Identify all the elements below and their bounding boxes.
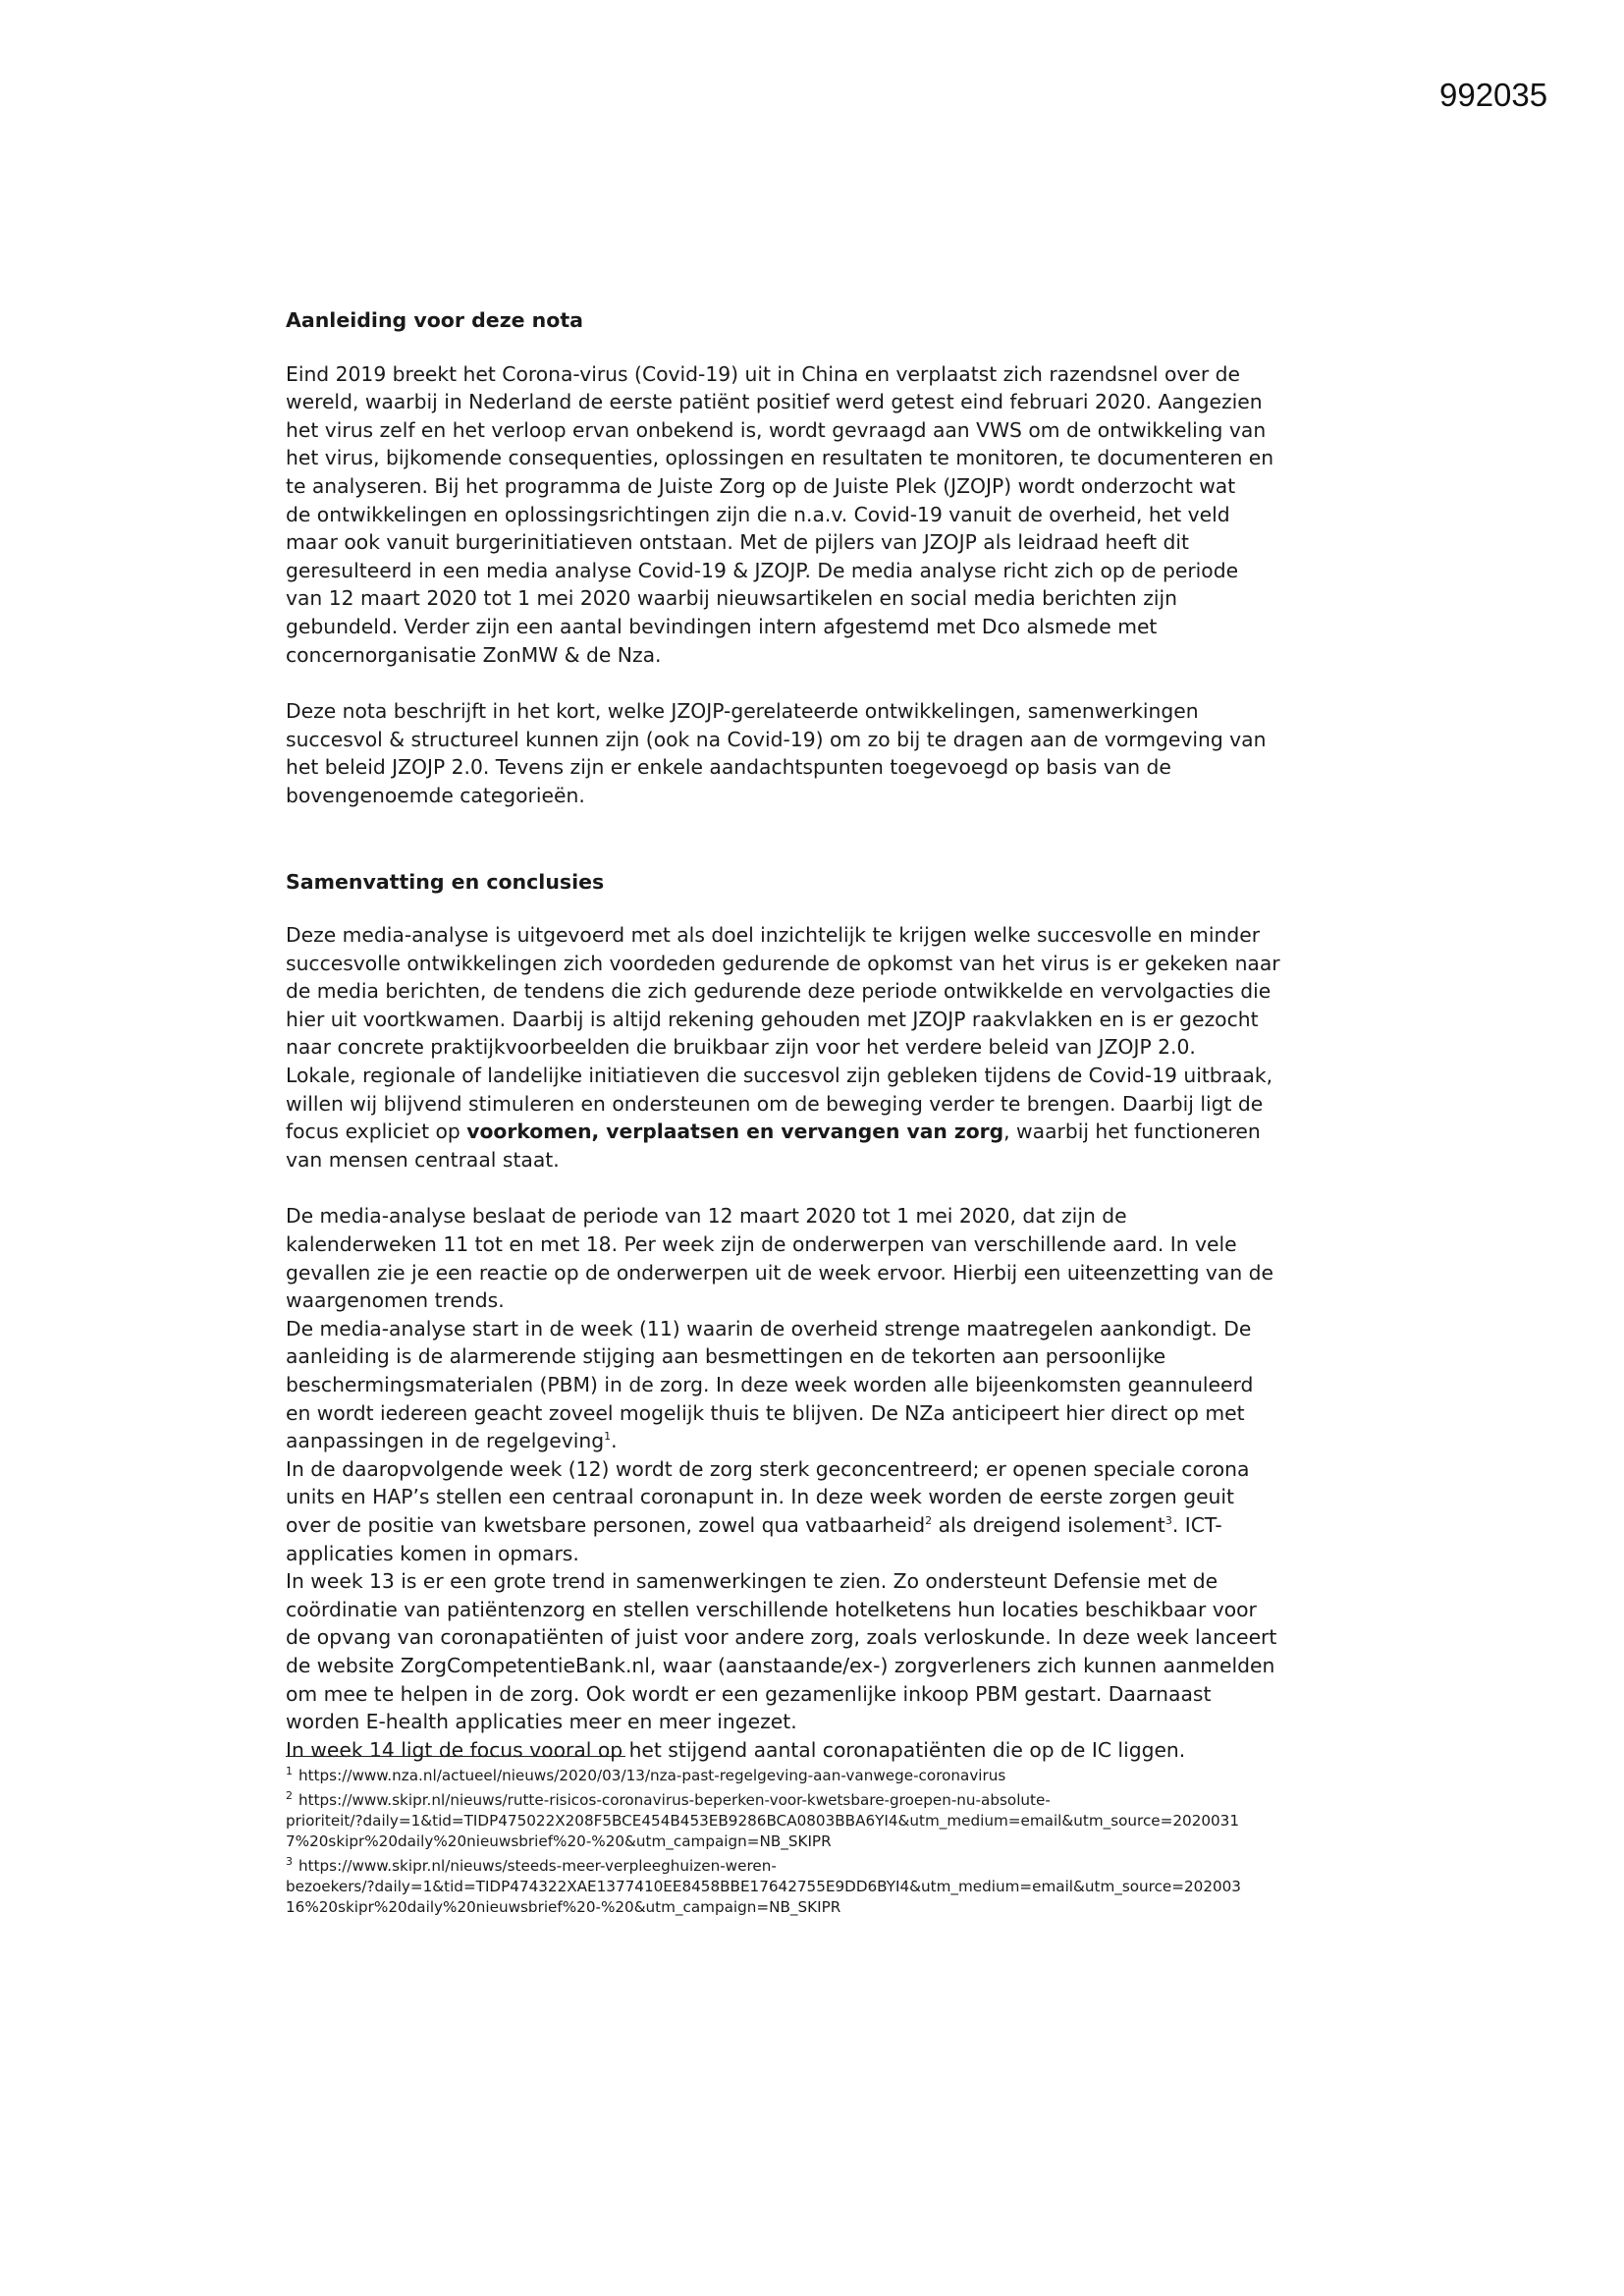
- text-line: gebundeld. Verder zijn een aantal bevindingen intern afgestemd met Dco alsmede met: [286, 614, 1158, 638]
- text-line: van mensen centraal staat.: [286, 1147, 560, 1172]
- paragraph-samenvatting-2: [286, 1202, 1366, 1764]
- text-line: Eind 2019 breekt het Corona-virus (Covid-19) uit in China en verplaatst zich razendsnel over de: [286, 361, 1240, 386]
- footnote-link[interactable]: prioriteit/?daily=1&tid=TIDP475022X208F5BCE454B453EB9286BCA0803BBA6YI4&utm_medium=email&utm_source=2020031: [286, 1812, 1240, 1830]
- text-line: hier uit voortkwamen. Daarbij is altijd rekening gehouden met JZOJP raakvlakken en is er gezocht: [286, 1007, 1259, 1031]
- footnote-link[interactable]: https://www.nza.nl/actueel/nieuws/2020/03/13/nza-past-regelgeving-aan-vanwege-coronavirus: [298, 1767, 1006, 1784]
- paragraph-samenvatting-1: [286, 921, 1366, 1174]
- footnote-link[interactable]: 7%20skipr%20daily%20nieuwsbrief%20-%20&utm_campaign=NB_SKIPR: [286, 1832, 832, 1850]
- text-line: [286, 1118, 1366, 1146]
- text-line: Deze nota beschrijft in het kort, welke JZOJP-gerelateerde ontwikkelingen, samenwerkingen: [286, 699, 1199, 724]
- text-line: concernorganisatie ZonMW & de Nza.: [286, 642, 662, 667]
- text-line: wereld, waarbij in Nederland de eerste patiënt positief werd getest eind februari 2020. Aangezien: [286, 390, 1263, 414]
- page-body: [286, 306, 1366, 1764]
- text-run: focus expliciet op: [286, 1120, 467, 1144]
- text-line: Deze media-analyse is uitgevoerd met als doel inzichtelijk te krijgen welke succesvolle en minder: [286, 923, 1261, 948]
- footnote-link[interactable]: 16%20skipr%20daily%20nieuwsbrief%20-%20&utm_campaign=NB_SKIPR: [286, 1898, 841, 1916]
- text-line: het virus, bijkomende consequenties, oplossingen en resultaten te monitoren, te documenteren en: [286, 446, 1274, 470]
- heading-samenvatting: Samenvatting en conclusies: [286, 869, 605, 894]
- footnote-number: 3: [286, 1854, 293, 1868]
- text-line: waargenomen trends.: [286, 1288, 505, 1313]
- footnote-link[interactable]: https://www.skipr.nl/nieuws/rutte-risicos-coronavirus-beperken-voor-kwetsbare-groepen-nu-absolute-: [298, 1791, 1051, 1809]
- footnote-1: [286, 1766, 1366, 1786]
- text-line: In week 14 ligt de focus vooral op het stijgend aantal coronapatiënten die op de IC liggen.: [286, 1737, 1186, 1762]
- footnote-2: [286, 1790, 1366, 1852]
- paragraph-aanleiding-1: [286, 360, 1366, 670]
- text-line: succesvol & structureel kunnen zijn (ook na Covid-19) om zo bij te dragen aan de vormgeving van: [286, 727, 1267, 751]
- text-line: In week 13 is er een grote trend in samenwerkingen te zien. Zo ondersteunt Defensie met de: [286, 1569, 1218, 1594]
- emphasis-text: voorkomen, verplaatsen en vervangen van zorg: [466, 1120, 1004, 1144]
- text-line: de website ZorgCompetentieBank.nl, waar (aanstaande/ex-) zorgverleners zich kunnen aanmelden: [286, 1653, 1275, 1677]
- text-run: .: [611, 1429, 618, 1453]
- text-line: aanleiding is de alarmerende stijging aan besmettingen en de tekorten aan persoonlijke: [286, 1344, 1166, 1369]
- text-run: aanpassingen in de regelgeving: [286, 1429, 605, 1453]
- footnote-number: 2: [286, 1788, 293, 1802]
- footnote-separator: [286, 1756, 625, 1757]
- text-run: als dreigend isolement: [932, 1512, 1165, 1537]
- text-line: willen wij blijvend stimuleren en ondersteunen om de beweging verder te brengen. Daarbij ligt de: [286, 1091, 1264, 1116]
- text-line: beschermingsmaterialen (PBM) in de zorg. In deze week worden alle bijeenkomsten geannuleerd: [286, 1373, 1254, 1396]
- text-line: gevallen zie je een reactie op de onderwerpen uit de week ervoor. Hierbij een uiteenzetting van de: [286, 1260, 1273, 1285]
- text-line: te analyseren. Bij het programma de Juiste Zorg op de Juiste Plek (JZOJP) wordt onderzocht wat: [286, 473, 1236, 498]
- text-line: de media berichten, de tendens die zich gedurende deze periode ontwikkelde en vervolgacties die: [286, 979, 1272, 1004]
- text-line: applicaties komen in opmars.: [286, 1541, 579, 1565]
- text-line: geresulteerd in een media analyse Covid-19 & JZOJP. De media analyse richt zich op de periode: [286, 558, 1239, 582]
- text-line: om mee te helpen in de zorg. Ook wordt er een gezamenlijke inkoop PBM gestart. Daarnaast: [286, 1681, 1212, 1706]
- text-line: het virus zelf en het verloop ervan onbekend is, wordt gevraagd aan VWS om de ontwikkeling van: [286, 417, 1267, 442]
- footnote-ref-2[interactable]: 2: [925, 1514, 933, 1528]
- text-line: en wordt iedereen geacht zoveel mogelijk thuis te blijven. De NZa anticipeert hier direct op met: [286, 1400, 1245, 1425]
- text-line: het beleid JZOJP 2.0. Tevens zijn er enkele aandachtspunten toegevoegd op basis van de: [286, 755, 1171, 780]
- text-line: succesvolle ontwikkelingen zich voordeden gedurende de opkomst van het virus is er gekeken naar: [286, 951, 1280, 975]
- text-line: naar concrete praktijkvoorbeelden die bruikbaar zijn voor het verdere beleid van JZOJP 2.0.: [286, 1035, 1196, 1060]
- footnote-link[interactable]: https://www.skipr.nl/nieuws/steeds-meer-verpleeghuizen-weren-: [298, 1857, 777, 1875]
- heading-aanleiding: Aanleiding voor deze nota: [286, 308, 583, 332]
- footnote-3: [286, 1856, 1366, 1918]
- text-line: worden E-health applicaties meer en meer ingezet.: [286, 1710, 797, 1734]
- text-line: units en HAP’s stellen een centraal coronapunt in. In deze week worden de eerste zorgen geuit: [286, 1485, 1235, 1509]
- text-run: over de positie van kwetsbare personen, zowel qua vatbaarheid: [286, 1512, 926, 1537]
- text-line: De media-analyse beslaat de periode van 12 maart 2020 tot 1 mei 2020, dat zijn de: [286, 1204, 1127, 1229]
- text-run: , waarbij het functioneren: [1003, 1120, 1261, 1144]
- footnote-ref-1[interactable]: 1: [604, 1430, 612, 1444]
- text-line: [286, 1511, 1366, 1540]
- text-line: [286, 1427, 1366, 1455]
- text-line: bovengenoemde categorieën.: [286, 783, 585, 807]
- footnote-link[interactable]: bezoekers/?daily=1&tid=TIDP474322XAE1377410EE8458BBE17642755E9DD6BYI4&utm_medium=email&utm_source=202003: [286, 1878, 1241, 1895]
- text-line: van 12 maart 2020 tot 1 mei 2020 waarbij nieuwsartikelen en social media berichten zijn: [286, 586, 1177, 611]
- footnote-number: 1: [286, 1764, 293, 1777]
- footnotes: [286, 1766, 1366, 1922]
- text-line: De media-analyse start in de week (11) waarin de overheid strenge maatregelen aankondigt. De: [286, 1316, 1252, 1340]
- text-line: coördinatie van patiëntenzorg en stellen verschillende hotelketens hun locaties beschikbaar voor: [286, 1597, 1257, 1621]
- text-line: kalenderweken 11 tot en met 18. Per week zijn de onderwerpen van verschillende aard. In vele: [286, 1232, 1237, 1257]
- paragraph-aanleiding-2: [286, 697, 1366, 809]
- text-line: Lokale, regionale of landelijke initiatieven die succesvol zijn gebleken tijdens de Covid-19 uitbraak,: [286, 1064, 1273, 1088]
- text-run: . ICT-: [1171, 1512, 1222, 1537]
- text-line: de opvang van coronapatiënten of juist voor andere zorg, zoals verloskunde. In deze week lanceert: [286, 1625, 1277, 1650]
- text-line: maar ook vanuit burgerinitiatieven ontstaan. Met de pijlers van JZOJP als leidraad heeft dit: [286, 530, 1189, 555]
- document-id: 992035: [1439, 77, 1548, 113]
- text-line: de ontwikkelingen en oplossingsrichtingen zijn die n.a.v. Covid-19 vanuit de overheid, het veld: [286, 502, 1230, 526]
- text-line: In de daaropvolgende week (12) wordt de zorg sterk geconcentreerd; er openen speciale corona: [286, 1456, 1250, 1481]
- footnote-ref-3[interactable]: 3: [1164, 1514, 1172, 1528]
